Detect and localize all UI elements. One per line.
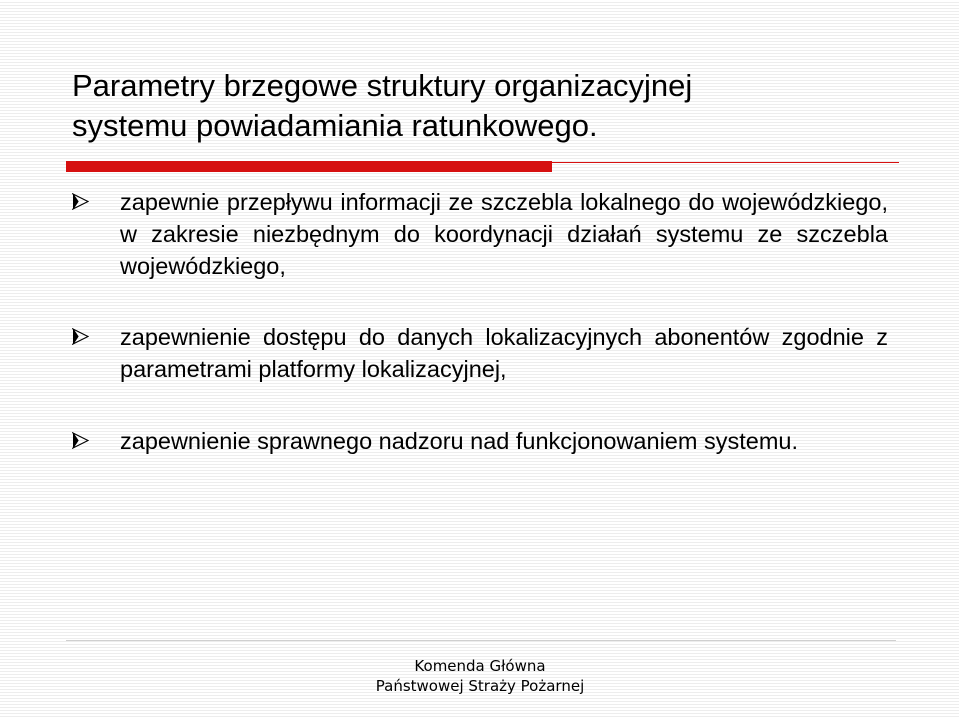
bullet-text: zapewnienie sprawnego nadzoru nad funkcjonowaniem systemu. <box>120 428 798 454</box>
slide-title-line-1: Parametry brzegowe struktury organizacyjnej <box>72 68 693 103</box>
footer-line-1: Komenda Główna <box>414 657 546 675</box>
bullet-text: zapewnie przepływu informacji ze szczebla lokalnego do wojewódzkiego, w zakresie niezbędnym do koordynacji działań systemu ze szczebla wojewódzkiego, <box>120 189 888 279</box>
footer-line-2: Państwowej Straży Pożarnej <box>375 677 585 695</box>
footer <box>330 656 630 696</box>
arrowhead-bullet-icon <box>72 432 89 449</box>
arrowhead-bullet-icon <box>72 328 89 345</box>
footer-divider <box>66 640 896 641</box>
bullet-text: zapewnienie dostępu do danych lokalizacyjnych abonentów zgodnie z parametrami platformy lokalizacyjnej, <box>120 324 888 382</box>
slide-title-line-2: systemu powiadamiania ratunkowego. <box>72 108 598 143</box>
arrowhead-bullet-icon <box>72 193 89 210</box>
